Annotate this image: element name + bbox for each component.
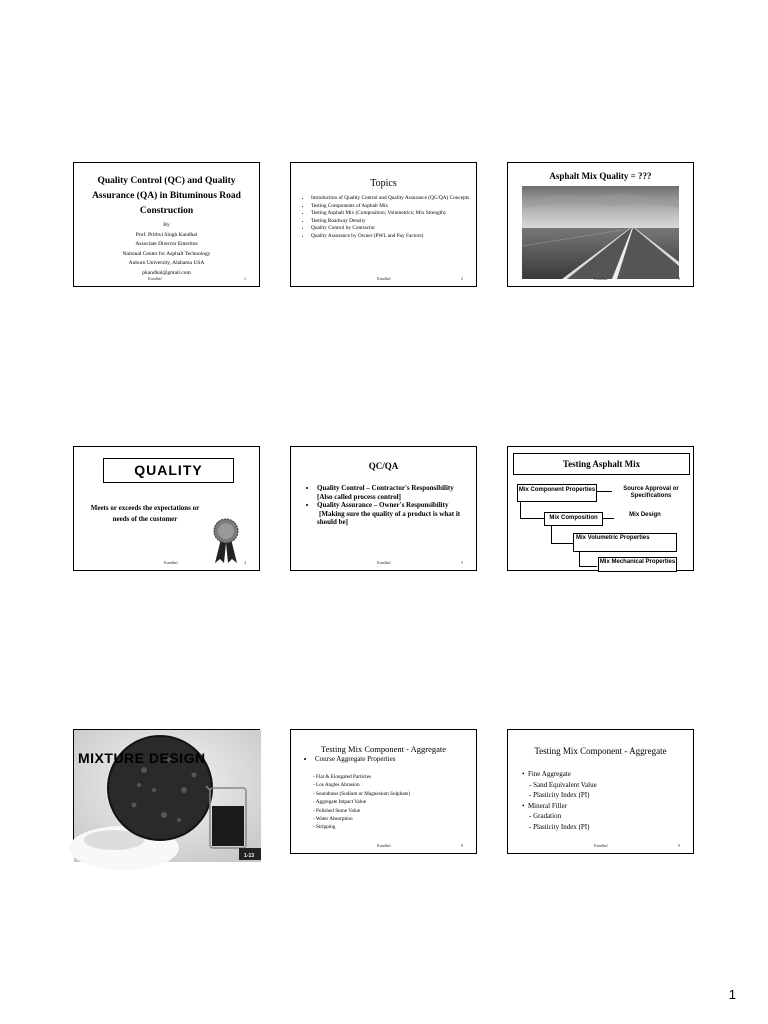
- slide-footer-author: Kandhal: [148, 276, 162, 281]
- quality-title-box: [103, 458, 234, 483]
- course-aggregate-items: [313, 773, 410, 832]
- list-item: • Quality Assurance by Owner (PWL and Pay Factors): [311, 233, 470, 241]
- source-approval-label: Source Approval or Specifications: [623, 486, 679, 499]
- slide-number: 3: [678, 276, 680, 281]
- list-item: - Soundness (Sodium or Magnesium Sulphate): [313, 790, 410, 797]
- slide-1: [73, 162, 260, 287]
- list-item: • Introduction of Quality Control and Quality Assurance (QC/QA) Concepts: [311, 195, 470, 203]
- slide-author-block: [74, 221, 259, 278]
- list-item: • Mineral Filler: [522, 801, 568, 810]
- slide-footer-author: Kandhal: [377, 843, 391, 848]
- slide-5: [290, 446, 477, 571]
- slide-title: QUALITY: [134, 462, 203, 478]
- slide-title: Asphalt Mix Quality = ???: [549, 171, 652, 181]
- slide-title: MIXTURE DESIGN: [78, 750, 206, 766]
- slide-number: 1: [244, 276, 246, 281]
- mix-component-box: Mix Component Properties: [517, 484, 597, 502]
- author-role: Associate Director Emeritus: [135, 241, 198, 247]
- quality-definition: Meets or exceeds the expectations or needs of the customer: [90, 504, 200, 523]
- fine-filler-list: [522, 769, 597, 832]
- list-item: • Testing Asphalt Mix (Composition; Volumetrics; Mix Strength): [311, 210, 470, 218]
- slide-4: [73, 446, 260, 571]
- slide-footer-author: Kandhal: [594, 843, 608, 848]
- slide-title: Quality Control (QC) and Quality Assurance (QA) in Bituminous Road Construction: [92, 176, 241, 216]
- slide-footer-author: Kandhal: [164, 560, 178, 565]
- slide-3: [507, 162, 694, 287]
- list-item-sub: - Plasticity Index (PI): [529, 791, 590, 799]
- list-item: - Los Angles Abrasion: [313, 782, 360, 789]
- author-name: Prof. Prithvi Singh Kandhal: [135, 231, 198, 238]
- list-item: - Aggregate Impact Value: [313, 799, 367, 806]
- by-label: By: [163, 222, 170, 228]
- list-item: - Water Absorption: [313, 816, 353, 823]
- highway-photo: [522, 186, 679, 279]
- list-item-sub: - Sand Equivalent Value: [529, 780, 597, 789]
- list-item: • Quality Control – Contractor's Responsibility [Also called process control]: [317, 484, 470, 501]
- author-email: pkandhal@gmail.com: [142, 269, 191, 276]
- slide-title: Testing Asphalt Mix: [562, 459, 641, 469]
- list-item: - Flat & Elongated Particles: [313, 774, 371, 780]
- list-item: - Polished Stone Value: [313, 807, 361, 814]
- list-item-sub: - Plasticity Index (PI): [529, 822, 590, 831]
- slide-footer-author: Kandhal: [377, 276, 391, 281]
- slide-number: 9: [678, 843, 680, 848]
- list-item: • Quality Assurance – Owner's Responsibility [Making sure the quality of a product is what it should be]: [317, 501, 470, 527]
- list-item: • Quality Control by Contractor: [311, 225, 470, 233]
- qcqa-list: [305, 484, 470, 527]
- mix-volumetric-box: Mix Volumetric Properties: [573, 533, 677, 552]
- list-item-sub: [Making sure the quality of a product is what it should be]: [317, 509, 461, 526]
- ribbon-badge-icon: [210, 517, 242, 565]
- slide-7: [73, 729, 260, 859]
- slide-number: 5: [461, 560, 463, 565]
- list-item: • Course Aggregate Properties: [315, 755, 472, 764]
- slide-title: Testing Mix Component - Aggregate: [321, 744, 446, 754]
- slide-9: [507, 729, 694, 854]
- list-item-sub: [Also called process control]: [317, 492, 401, 501]
- mix-design-label: Mix Design: [629, 512, 661, 518]
- course-aggregate-list: [303, 755, 472, 764]
- slide-footer-author: Kandhal: [594, 276, 608, 281]
- slide-6: [507, 446, 694, 571]
- mix-mechanical-box: Mix Mechanical Properties: [598, 557, 677, 572]
- mix-composition-box: Mix Composition: [544, 512, 603, 526]
- slide-title: Topics: [370, 178, 397, 189]
- list-item: • Testing Components of Asphalt Mix: [311, 203, 470, 211]
- slide-title: Testing Mix Component - Aggregate: [534, 746, 667, 756]
- list-item: • Testing Roadway Density: [311, 218, 470, 226]
- list-item-sub: - Gradation: [529, 812, 562, 820]
- slide-number: 8: [461, 843, 463, 848]
- list-item: • Fine Aggregate: [522, 770, 571, 778]
- slide-number: 4: [244, 560, 246, 565]
- title-box: [513, 453, 690, 475]
- slide-footer-author: Kandhal: [377, 560, 391, 565]
- list-item: - Stripping: [313, 824, 336, 831]
- author-univ: Auburn University, Alabama USA: [128, 260, 205, 266]
- topics-list: [299, 195, 470, 240]
- page-number: 1: [728, 987, 736, 1002]
- slide-2: [290, 162, 477, 287]
- slide-title: QC/QA: [368, 461, 399, 471]
- slide-number: 2: [461, 276, 463, 281]
- slide-8: [290, 729, 477, 854]
- author-org: National Center for Asphalt Technology: [122, 250, 211, 257]
- slide-code: 1-13: [244, 853, 255, 859]
